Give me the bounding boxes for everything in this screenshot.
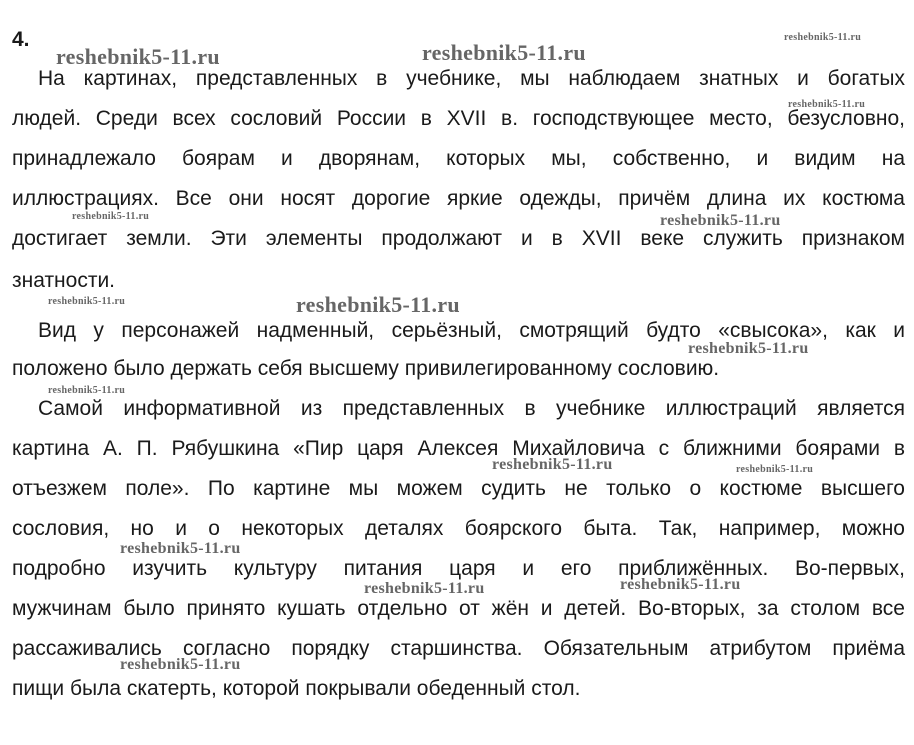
watermark: reshebnik5-11.ru — [784, 32, 862, 43]
watermark: reshebnik5-11.ru — [620, 576, 741, 593]
watermark: reshebnik5-11.ru — [660, 212, 781, 229]
watermark: reshebnik5-11.ru — [736, 464, 814, 475]
text-line: отъезжем поле». По картине мы можем судить не только о костюме высшего — [12, 477, 905, 500]
text-line: рассаживались согласно порядку старшинства. Обязательным атрибутом приёма — [12, 637, 905, 660]
watermark: reshebnik5-11.ru — [364, 580, 485, 597]
text-line: Вид у персонажей надменный, серьёзный, смотрящий будто «свысока», как и — [38, 319, 905, 342]
text-line: достигает земли. Эти элементы продолжают и в XVII веке служить признаком — [12, 227, 905, 250]
watermark: reshebnik5-11.ru — [788, 99, 866, 110]
text-line: На картинах, представленных в учебнике, мы наблюдаем знатных и богатых — [38, 67, 905, 90]
text-line: знатности. — [12, 269, 116, 292]
text-line: Самой информативной из представленных в учебнике иллюстраций является — [38, 397, 905, 420]
watermark: reshebnik5-11.ru — [296, 292, 460, 317]
watermark: reshebnik5-11.ru — [72, 211, 150, 222]
text-line: иллюстрациях. Все они носят дорогие яркие одежды, причём длина их костюма — [12, 187, 905, 210]
text-line: пищи была скатерть, которой покрывали обеденный стол. — [12, 677, 581, 700]
text-line: принадлежало боярам и дворянам, которых мы, собственно, и видим на — [12, 147, 905, 170]
task-number: 4. — [12, 28, 30, 51]
text-line: сословия, но и о некоторых деталях боярского быта. Так, например, можно — [12, 517, 905, 540]
watermark: reshebnik5-11.ru — [688, 340, 809, 357]
watermark: reshebnik5-11.ru — [422, 40, 586, 65]
text-line: подробно изучить культуру питания царя и его приближённых. Во-первых, — [12, 557, 905, 580]
watermark: reshebnik5-11.ru — [48, 385, 126, 396]
watermark: reshebnik5-11.ru — [120, 540, 241, 557]
watermark: reshebnik5-11.ru — [120, 656, 241, 673]
watermark: reshebnik5-11.ru — [56, 44, 220, 69]
text-line: людей. Среди всех сословий России в XVII в. господствующее место, безусловно, — [12, 107, 905, 130]
watermark: reshebnik5-11.ru — [492, 456, 613, 473]
text-line: мужчинам было принято кушать отдельно от жён и детей. Во-вторых, за столом все — [12, 597, 905, 620]
text-line: положено было держать себя высшему привилегированному сословию. — [12, 357, 720, 380]
watermark: reshebnik5-11.ru — [48, 296, 126, 307]
text-line: картина А. П. Рябушкина «Пир царя Алексея Михайловича с ближними боярами в — [12, 437, 905, 460]
